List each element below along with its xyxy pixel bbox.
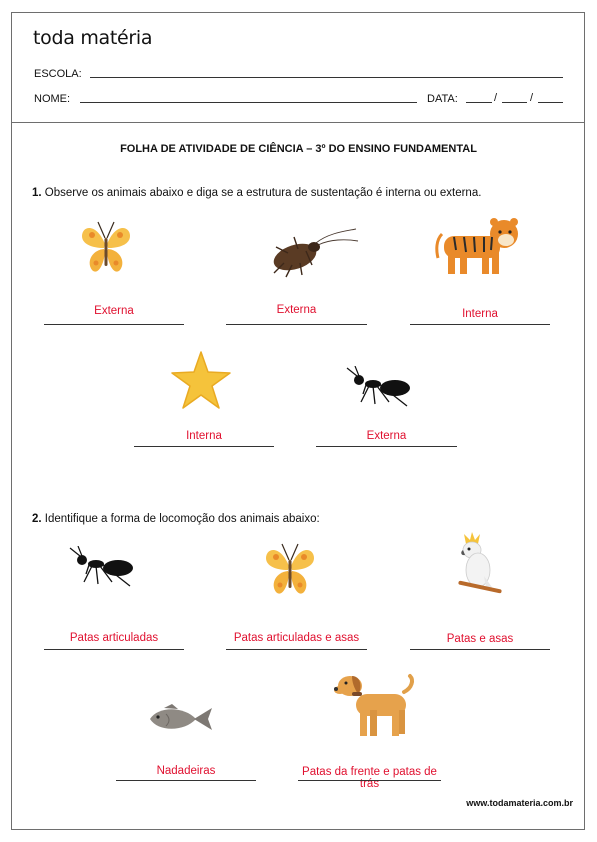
question-2 — [32, 513, 320, 525]
worksheet-header — [12, 13, 584, 123]
worksheet-page — [11, 12, 585, 830]
nome-label: NOME: — [34, 93, 71, 105]
ant-icon — [345, 366, 420, 410]
answer-line[interactable] — [226, 324, 367, 325]
dog-icon — [334, 672, 416, 738]
answer-q1-starfish: Interna — [186, 430, 222, 442]
answer-line[interactable] — [316, 446, 457, 447]
answer-q1-cockroach: Externa — [276, 304, 317, 316]
ant-icon — [68, 546, 143, 590]
answer-q1-tiger: Interna — [462, 308, 498, 320]
nome-line[interactable] — [80, 102, 417, 103]
cockatoo-icon — [454, 532, 504, 600]
question-text: Identifique a forma de locomoção dos animais abaixo: — [41, 513, 320, 525]
butterfly-icon — [78, 218, 134, 278]
starfish-icon — [170, 350, 232, 412]
answer-q2-dog: Patas da frente e patas de trás — [302, 766, 437, 790]
answer-line[interactable] — [116, 780, 256, 781]
data-label: DATA: — [427, 93, 458, 105]
answer-line[interactable] — [298, 780, 441, 781]
answer-line[interactable] — [226, 649, 367, 650]
answer-line[interactable] — [44, 324, 184, 325]
question-number: 2. — [32, 513, 42, 525]
answer-q2-cockatoo: Patas e asas — [446, 633, 514, 645]
date-month-line[interactable] — [502, 102, 527, 103]
date-year-line[interactable] — [538, 102, 563, 103]
cockroach-icon — [268, 225, 360, 280]
brand-logo: toda matéria — [33, 27, 153, 49]
answer-q2-butterfly: Patas articuladas e asas — [233, 632, 360, 644]
question-number: 1. — [32, 187, 42, 199]
answer-line[interactable] — [44, 649, 184, 650]
worksheet-title: FOLHA DE ATIVIDADE DE CIÊNCIA – 3º DO ENSINO FUNDAMENTAL — [120, 143, 477, 155]
answer-q2-ant: Patas articuladas — [69, 632, 159, 644]
question-1 — [32, 187, 481, 199]
fish-icon — [146, 704, 214, 734]
answer-line[interactable] — [410, 649, 550, 650]
escola-line[interactable] — [90, 77, 563, 78]
answer-line[interactable] — [410, 324, 550, 325]
answer-q1-butterfly: Externa — [94, 305, 134, 317]
answer-q1-ant: Externa — [366, 430, 407, 442]
date-separator: / — [530, 92, 534, 104]
butterfly-icon — [262, 540, 318, 600]
answer-line[interactable] — [134, 446, 274, 447]
footer-url[interactable]: www.todamateria.com.br — [466, 798, 573, 808]
escola-label: ESCOLA: — [34, 68, 82, 80]
tiger-icon — [434, 214, 524, 278]
date-day-line[interactable] — [466, 102, 492, 103]
answer-q2-fish: Nadadeiras — [156, 765, 216, 777]
date-separator: / — [494, 92, 498, 104]
question-text: Observe os animais abaixo e diga se a estrutura de sustentação é interna ou externa. — [41, 187, 482, 199]
